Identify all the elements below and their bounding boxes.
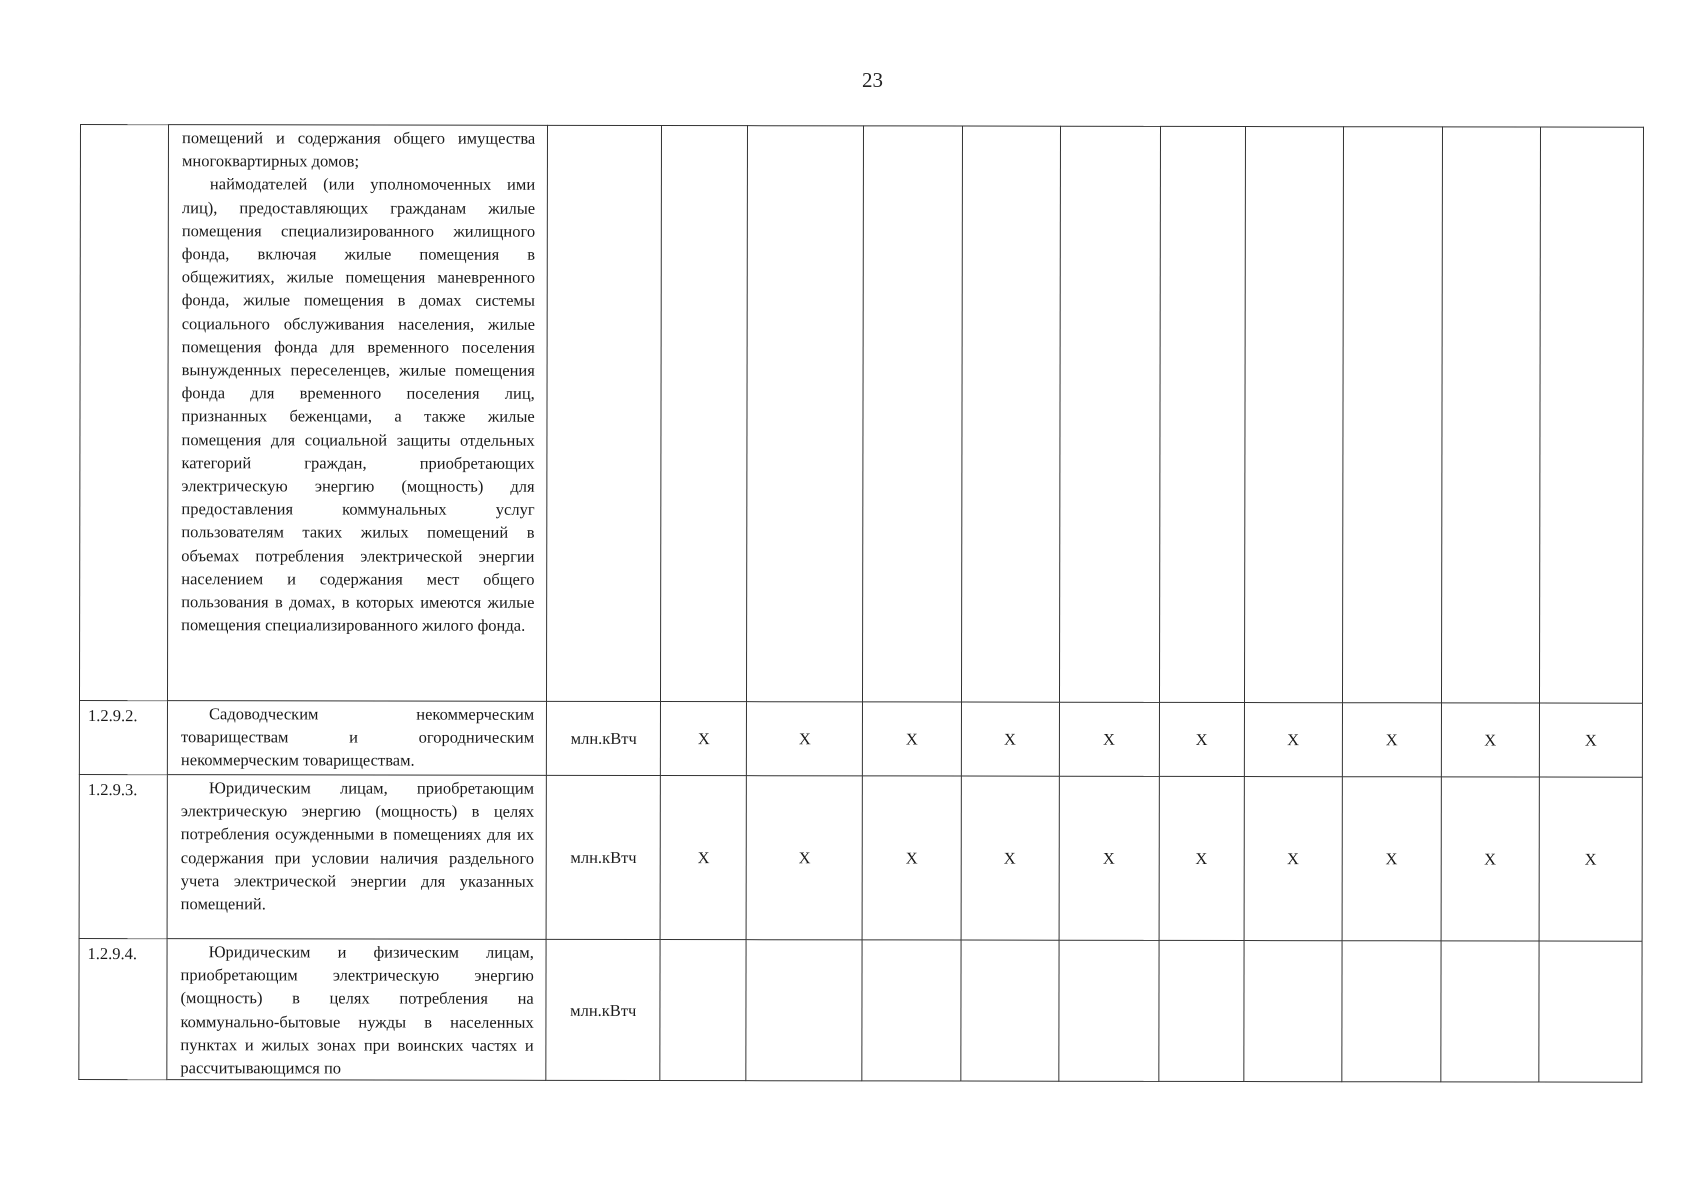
table-row <box>79 701 1642 778</box>
row-description-cell <box>167 939 546 1081</box>
value-cell <box>863 126 962 702</box>
row-description-cell <box>168 125 548 702</box>
row-unit-cell: млн.кВтч <box>547 701 661 775</box>
row-description-text: Юридическим лицам, приобретающим электрическую энергию (мощность) в целях потребления осужденными в помещениях для их содержания при условии наличия раздельного учета электрической энергии для указанных помещений. <box>180 778 535 914</box>
page-number: 23 <box>862 68 883 92</box>
row-description-text: помещений и содержания общего имущества многоквартирных домов; <box>181 128 536 171</box>
value-cell <box>1441 941 1539 1082</box>
row-description-text: Юридическим и физическим лицам, приобретающим электрическую энергию (мощность) в целях потребления на коммунально-бытовые нужды в населенных пунктах и жилых зонах при воинских частях и рассчитывающимся по <box>180 942 534 1078</box>
value-cell: X <box>1244 777 1342 941</box>
row-description-text: наймодателей (или уполномоченных ими лиц), предоставляющих гражданам жилые помещения специализированного жилищного фонда, включая жилые помещения в общежитиях, жилые помещения маневренного фонда, жилые помещения в домах системы социального обслуживания населения, жилые помещения фонда для временного поселения вынужденных переселенцев, жилые помещения фонда для временного поселения лиц, признанных беженцами, а также жилые помещения для социальной защиты отдельных категорий граждан, приобретающих электрическую энергию (мощность) для предоставления коммунальных услуг пользователям таких жилых помещений в объемах потребления электрической энергии населением и содержания мест общего пользования в домах, в которых имеются жилые помещения специализированного жилого фонда. <box>181 174 536 636</box>
value-cell: X <box>1441 703 1539 777</box>
row-number-cell: 1.2.9.2. <box>79 701 167 775</box>
value-cell <box>1158 940 1243 1081</box>
value-cell: X <box>863 702 961 776</box>
row-description-cell <box>167 701 546 776</box>
value-cell: X <box>661 702 747 776</box>
value-cell <box>1244 127 1343 703</box>
tariff-table <box>78 124 1644 1083</box>
value-cell: X <box>660 776 746 940</box>
value-cell <box>1441 127 1540 703</box>
value-cell <box>747 126 864 702</box>
value-cell: X <box>747 702 863 776</box>
value-cell: X <box>1159 702 1244 776</box>
value-cell <box>660 940 746 1081</box>
value-cell <box>960 940 1058 1081</box>
value-cell <box>862 940 960 1081</box>
value-cell: X <box>1539 703 1642 777</box>
value-cell <box>661 126 748 702</box>
value-cell: X <box>1059 776 1159 940</box>
value-cell <box>1539 127 1643 703</box>
row-number-cell: 1.2.9.3. <box>79 774 167 938</box>
table-row <box>79 938 1642 1082</box>
value-cell <box>1342 941 1441 1082</box>
value-cell <box>961 126 1060 702</box>
row-number-cell <box>79 125 168 701</box>
value-cell <box>1058 940 1158 1081</box>
value-cell: X <box>1059 702 1159 776</box>
row-unit-cell: млн.кВтч <box>546 939 660 1080</box>
value-cell <box>1059 126 1160 702</box>
row-description-text: Садоводческим некоммерческим товариществам и огородническим некоммерческим товариществам. <box>180 704 535 770</box>
value-cell <box>746 940 862 1081</box>
value-cell: X <box>1342 703 1441 777</box>
value-cell <box>1539 941 1642 1082</box>
value-cell: X <box>1342 777 1441 941</box>
value-cell: X <box>1441 777 1539 941</box>
row-unit-cell: млн.кВтч <box>546 775 660 939</box>
row-number-cell: 1.2.9.4. <box>79 938 167 1079</box>
row-unit-cell <box>547 125 662 701</box>
value-cell: X <box>863 776 961 940</box>
value-cell <box>1342 127 1442 703</box>
value-cell: X <box>961 702 1059 776</box>
value-cell: X <box>1539 777 1642 941</box>
value-cell <box>1159 126 1245 702</box>
value-cell: X <box>961 776 1059 940</box>
value-cell <box>1244 941 1342 1082</box>
value-cell: X <box>1159 776 1244 940</box>
table-row <box>79 774 1642 941</box>
value-cell: X <box>1244 703 1342 777</box>
value-cell: X <box>746 776 862 940</box>
table-row <box>79 125 1643 704</box>
row-description-cell <box>167 775 547 940</box>
